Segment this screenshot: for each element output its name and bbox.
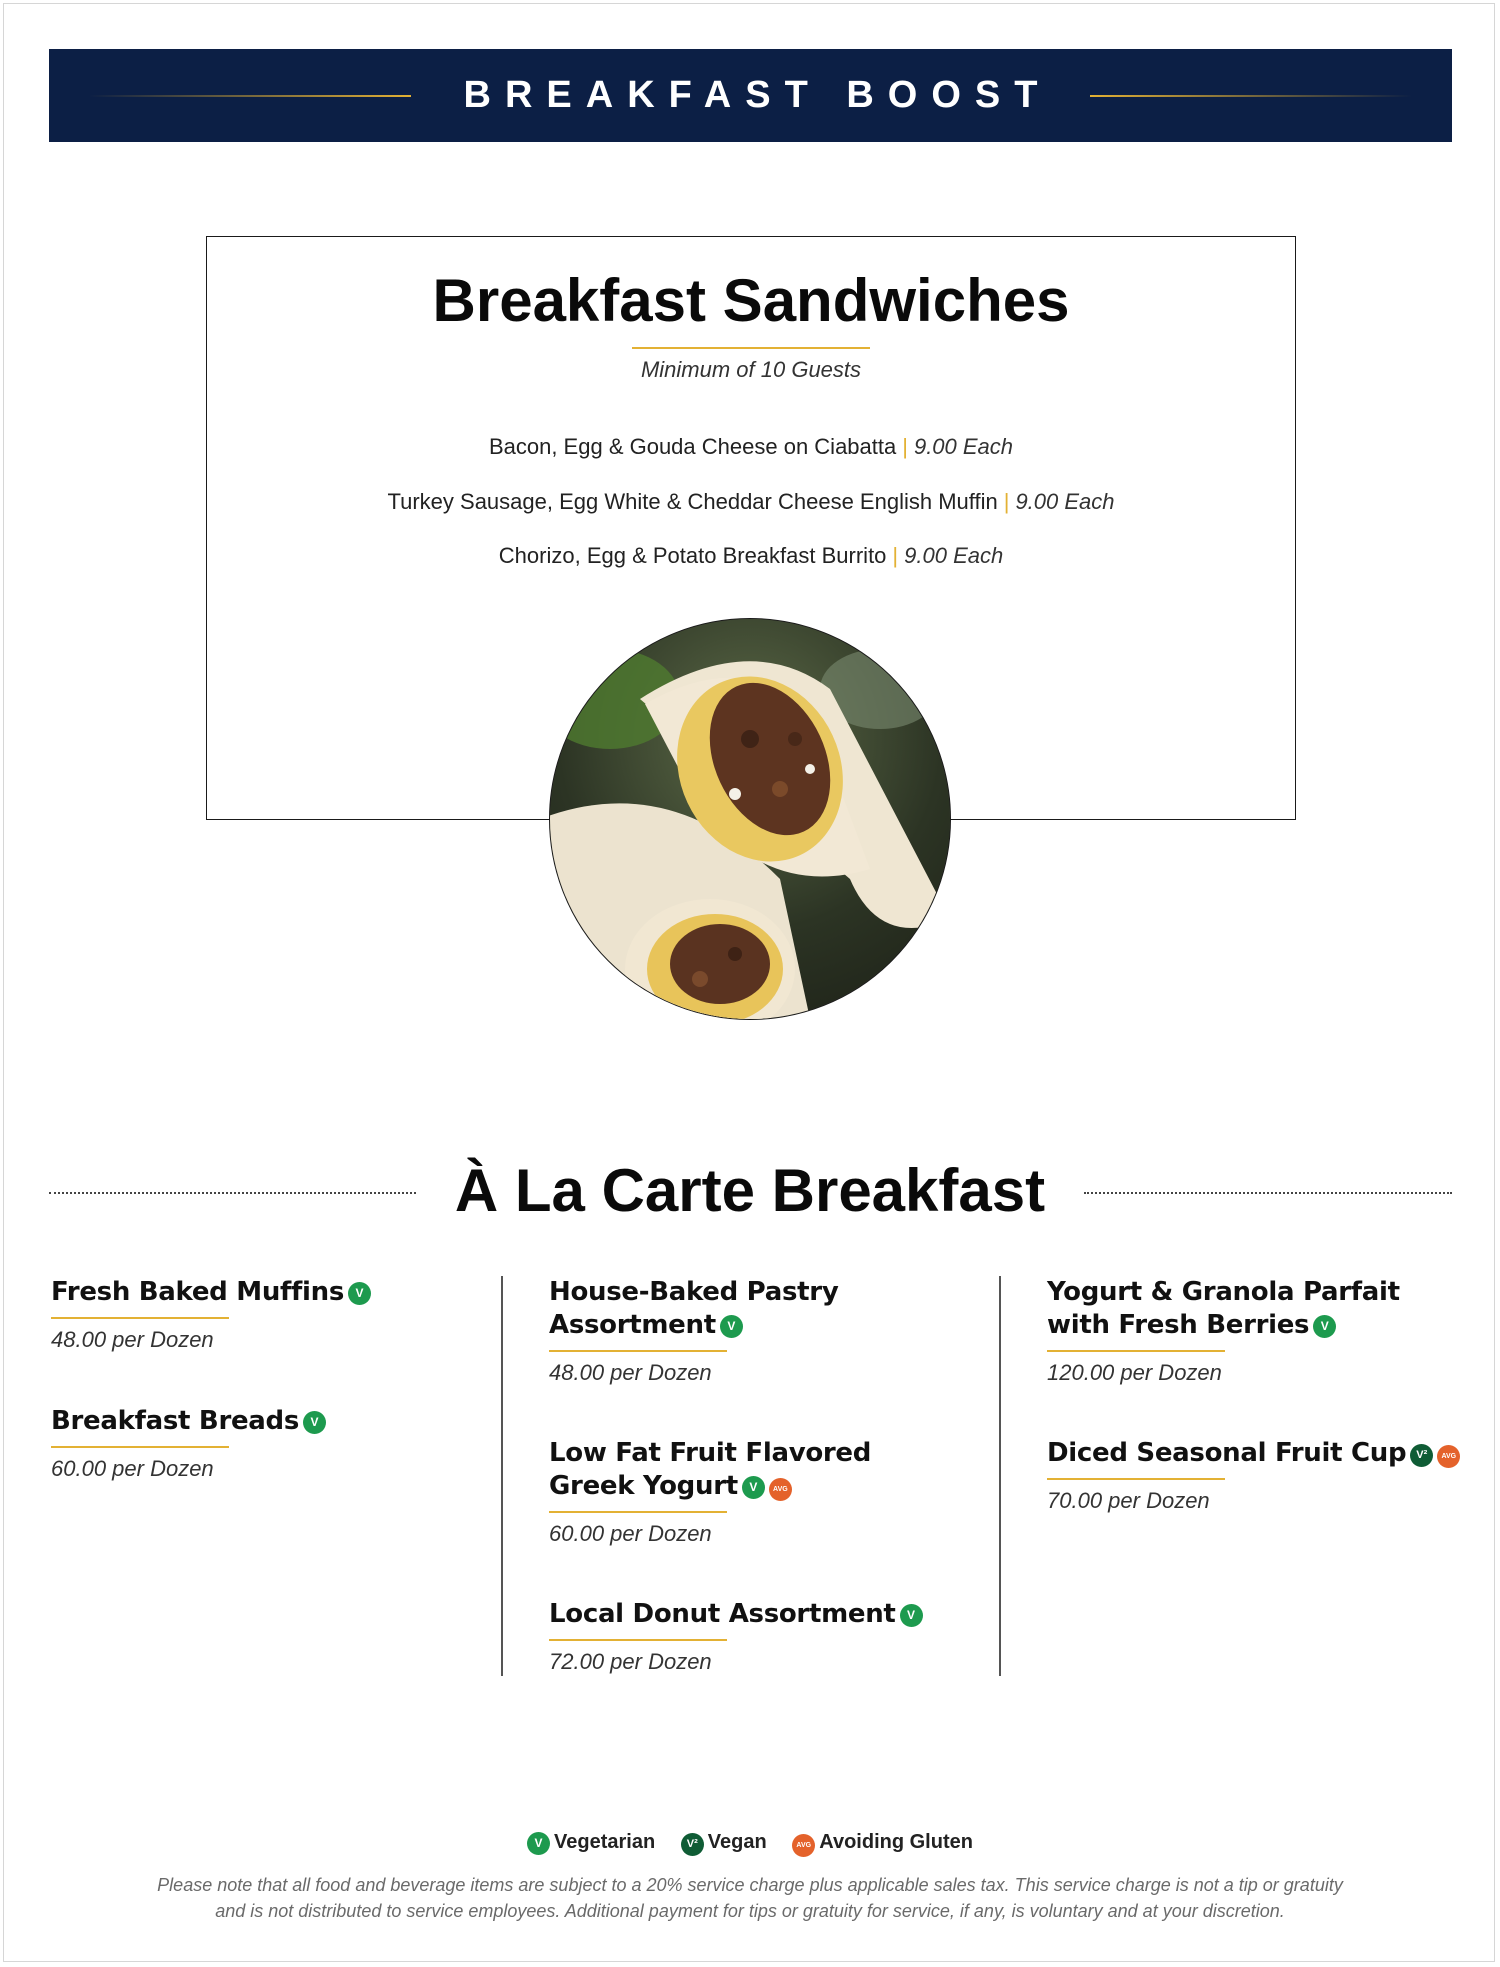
- item-price: 60.00 per Dozen: [549, 1521, 712, 1546]
- item-rule: [549, 1639, 727, 1641]
- sandwiches-title: Breakfast Sandwiches: [432, 267, 1070, 334]
- sandwich-price: 9.00 Each: [913, 434, 1014, 459]
- item-rule: [51, 1446, 229, 1448]
- burrito-photo: [549, 618, 951, 1020]
- menu-item: [1047, 1437, 1460, 1514]
- item-rule: [1047, 1478, 1225, 1480]
- avoiding-gluten-icon: AVG: [792, 1834, 815, 1857]
- item-name: [51, 1276, 371, 1309]
- vegetarian-icon: V: [527, 1832, 550, 1855]
- sandwich-price: 9.00 Each: [1015, 489, 1115, 514]
- sandwich-item: [207, 541, 1295, 571]
- menu-item: [549, 1276, 838, 1386]
- menu-item: [549, 1437, 871, 1547]
- menu-item: [51, 1405, 326, 1482]
- item-name: [1047, 1437, 1460, 1470]
- item-price: 120.00 per Dozen: [1047, 1360, 1222, 1385]
- legend-label: Vegan: [707, 1831, 767, 1853]
- item-name-text: Breakfast Breads: [51, 1406, 300, 1436]
- legend-entry-vegetarian: [527, 1831, 655, 1855]
- sandwich-name: Chorizo, Egg & Potato Breakfast Burrito: [498, 543, 887, 568]
- item-name-text: Greek Yogurt: [549, 1471, 738, 1501]
- legend-label: Vegetarian: [554, 1831, 656, 1853]
- item-price: 48.00 per Dozen: [51, 1327, 214, 1352]
- vegan-icon: V²: [1410, 1444, 1433, 1467]
- item-price: 70.00 per Dozen: [1047, 1488, 1210, 1513]
- menu-item: [549, 1598, 923, 1675]
- item-name: [1047, 1276, 1400, 1342]
- vegetarian-icon: V: [1313, 1315, 1336, 1338]
- vegetarian-icon: V: [900, 1604, 923, 1627]
- item-price: 60.00 per Dozen: [51, 1456, 214, 1481]
- vegetarian-icon: V: [303, 1411, 326, 1434]
- item-name: [549, 1437, 871, 1503]
- item-name-text: Yogurt & Granola Parfait: [1047, 1277, 1400, 1307]
- column-divider: [999, 1276, 1001, 1676]
- vegetarian-icon: V: [742, 1476, 765, 1499]
- price-separator: |: [902, 434, 908, 459]
- legend-label: Avoiding Gluten: [819, 1831, 973, 1853]
- item-name-text: Assortment: [549, 1310, 716, 1340]
- legend-entry-avoiding-gluten: [792, 1831, 973, 1857]
- item-price: 72.00 per Dozen: [549, 1649, 712, 1674]
- item-name-text: with Fresh Berries: [1047, 1310, 1310, 1340]
- legend-entry-vegan: [681, 1831, 767, 1856]
- avoiding-gluten-icon: AVG: [769, 1478, 792, 1501]
- header-banner: [49, 49, 1452, 142]
- alacarte-title: À La Carte Breakfast: [454, 1157, 1046, 1224]
- item-price: 48.00 per Dozen: [549, 1360, 712, 1385]
- sandwich-name: Turkey Sausage, Egg White & Cheddar Cheese English Muffin: [387, 489, 998, 514]
- item-rule: [1047, 1350, 1225, 1352]
- sandwiches-subtitle: Minimum of 10 Guests: [640, 357, 862, 382]
- column-divider: [501, 1276, 503, 1676]
- item-rule: [549, 1350, 727, 1352]
- item-name-text: House-Baked Pastry: [549, 1277, 839, 1307]
- item-name-text: Diced Seasonal Fruit Cup: [1047, 1438, 1407, 1468]
- price-separator: |: [892, 543, 899, 568]
- vegetarian-icon: V: [720, 1315, 743, 1338]
- sandwich-item: [207, 432, 1295, 462]
- sandwich-name: Bacon, Egg & Gouda Cheese on Ciabatta: [488, 434, 897, 459]
- item-name: [549, 1276, 838, 1342]
- avoiding-gluten-icon: AVG: [1437, 1445, 1460, 1468]
- item-rule: [549, 1511, 727, 1513]
- header-title: BREAKFAST BOOST: [463, 74, 1052, 116]
- sandwiches-title-rule: [632, 347, 870, 349]
- menu-item: [1047, 1276, 1400, 1386]
- sandwich-item: [207, 487, 1295, 517]
- service-charge-note: [60, 1872, 1440, 1924]
- item-name-text: Local Donut Assortment: [549, 1599, 896, 1629]
- dietary-legend: [0, 1831, 1500, 1857]
- footnote-line: and is not distributed to service employees. Additional payment for tips or gratuity for service, if any, is voluntary and at your discretion.: [215, 1901, 1285, 1921]
- item-name: [549, 1598, 923, 1631]
- vegan-icon: V²: [681, 1833, 704, 1856]
- footnote-line: Please note that all food and beverage items are subject to a 20% service charge plus applicable sales tax. This service charge is not a tip or gratuity: [157, 1875, 1343, 1895]
- sandwich-price: 9.00 Each: [904, 543, 1004, 568]
- menu-item: [51, 1276, 371, 1353]
- item-name: [51, 1405, 326, 1438]
- burrito-illustration: [550, 619, 950, 1019]
- vegetarian-icon: V: [348, 1282, 371, 1305]
- item-name-text: Low Fat Fruit Flavored: [549, 1438, 872, 1468]
- price-separator: |: [1003, 489, 1010, 514]
- item-name-text: Fresh Baked Muffins: [51, 1277, 345, 1307]
- item-rule: [51, 1317, 229, 1319]
